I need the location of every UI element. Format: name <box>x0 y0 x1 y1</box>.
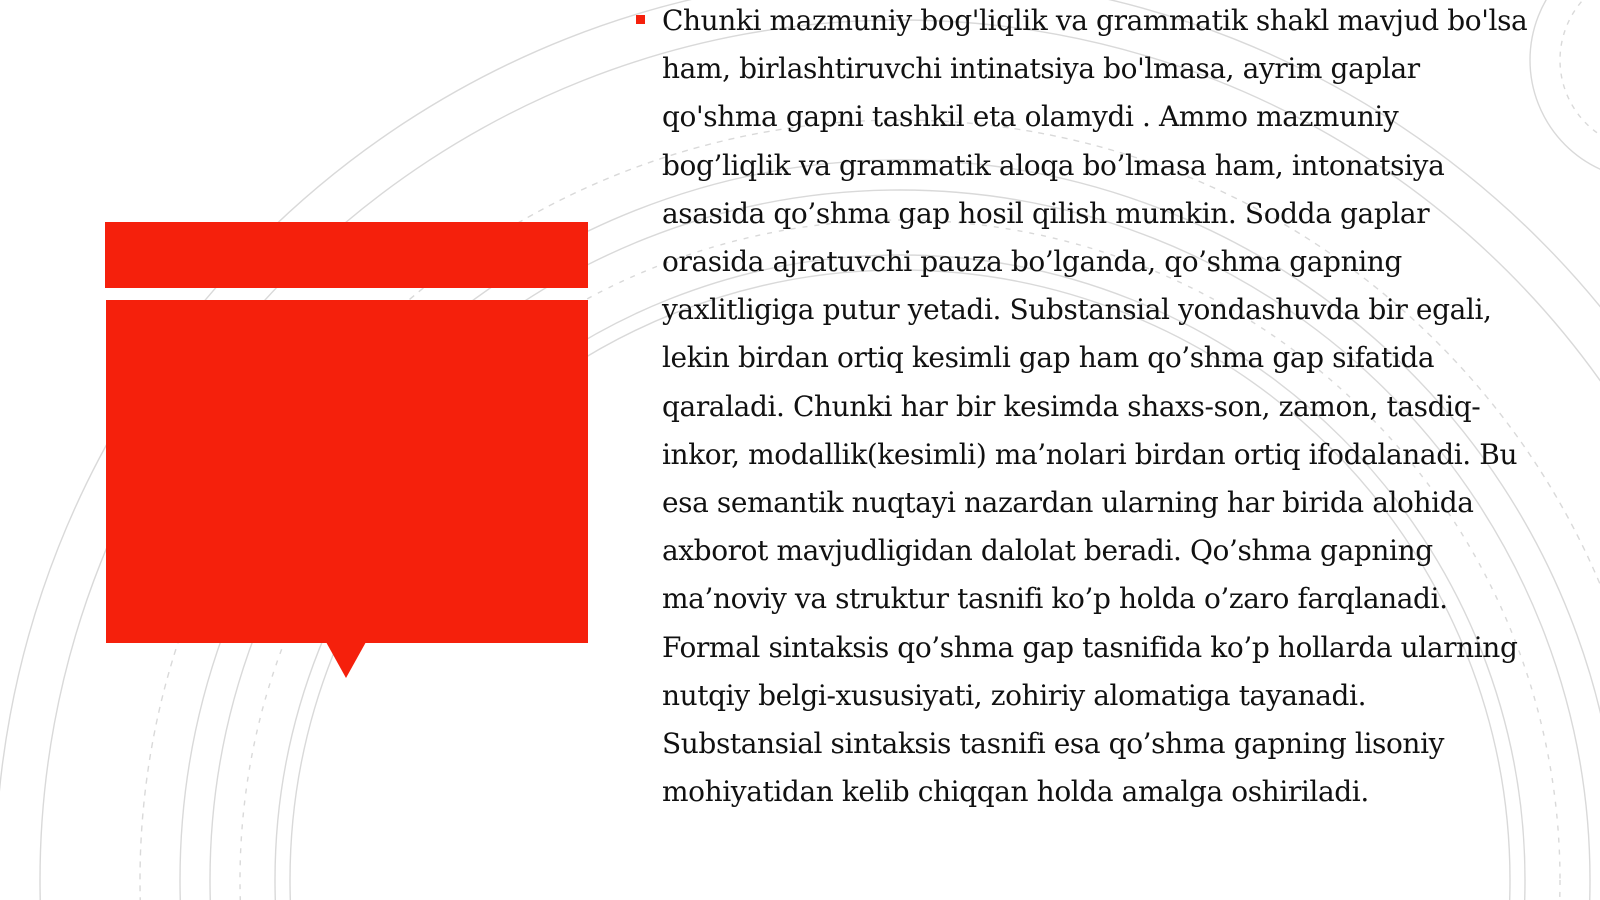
content-area <box>630 0 1530 900</box>
callout-pointer <box>326 642 366 678</box>
accent-callout-box <box>106 300 588 643</box>
bullet-item <box>630 0 1530 819</box>
bullet-text: Chunki mazmuniy bog'liqlik va grammatik shakl mavjud bo'lsa ham, birlashtiruvchi intinatsiya bo'lmasa, ayrim gaplar qo'shma gapni tashkil eta olamydi . Ammo mazmuniy bog’liqlik va grammatik aloqa bo’lmasa ham, intonatsiya asasida qo’shma gap hosil qilish mumkin. Sodda gaplar orasida ajratuvchi pauza bo’lganda, qo’shma gapning yaxlitligiga putur yetadi. Substansial yondashuvda bir egali, lekin birdan ortiq kesimli gap ham qo’shma gap sifatida qaraladi. Chunki har bir kesimda shaxs-son, zamon, tasdiq-inkor, modallik(kesimli) ma’nolari birdan ortiq ifodalanadi. Bu esa semantik nuqtayi nazardan ularning har birida alohida axborot mavjudligidan dalolat beradi. Qo’shma gapning ma’noviy va struktur tasnifi ko’p holda o’zaro farqlanadi. Formal sintaksis qo’shma gap tasnifida ko’p hollarda ularning nutqiy belgi-xususiyati, zohiriy alomatiga tayanadi. Substansial sintaksis tasnifi esa qo’shma gapning lisoniy mohiyatidan kelib chiqqan holda amalga oshiriladi. <box>662 4 1528 809</box>
accent-bar <box>105 222 588 288</box>
square-bullet-icon <box>636 15 645 24</box>
